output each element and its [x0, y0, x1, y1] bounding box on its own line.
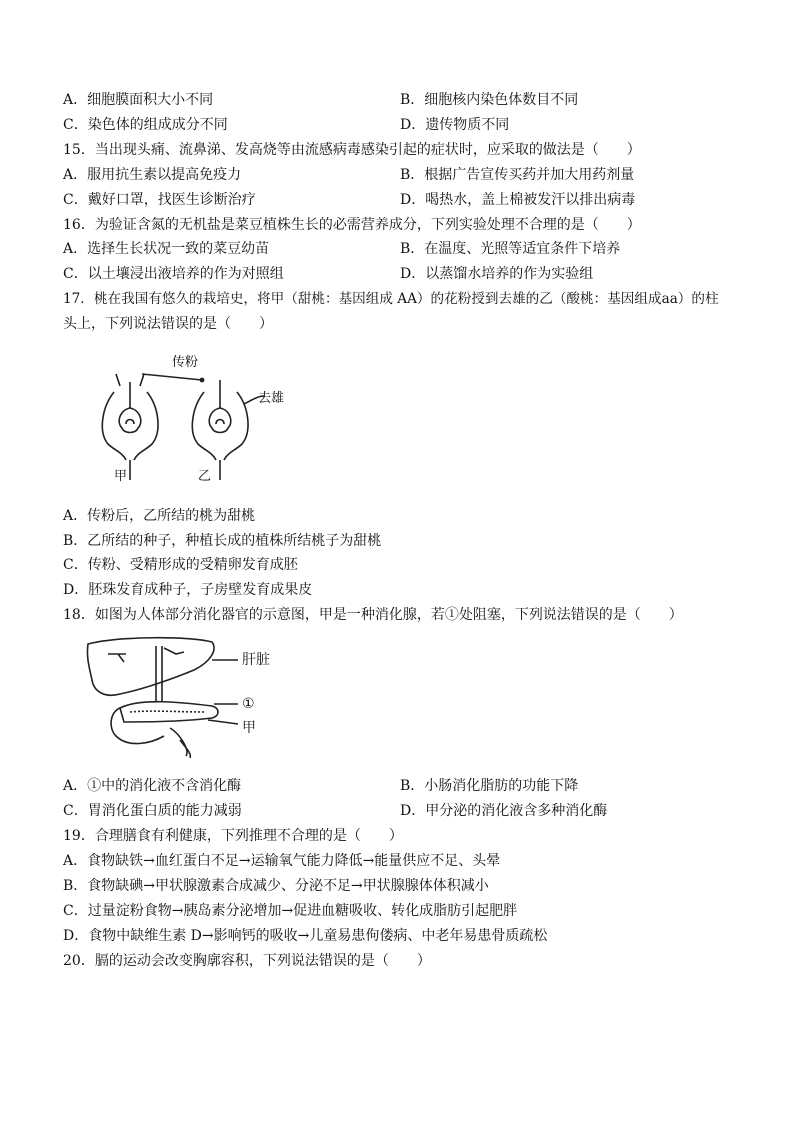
q17-option-d: D．胚珠发育成种子，子房壁发育成果皮 [63, 582, 313, 598]
q18-option-a: A．①中的消化液不含消化酶 [63, 778, 242, 794]
q18-option-row-cd [0, 802, 794, 822]
q15-option-b: B．根据广告宣传买药并加大用药剂量 [400, 167, 635, 183]
q18-stem: 18．如图为人体部分消化器官的示意图，甲是一种消化腺，若①处阻塞，下列说法错误的是（ ） [63, 607, 683, 623]
label-jia: 甲 [242, 720, 256, 736]
pollination-arrow-line [142, 374, 202, 380]
q14-option-row-cd [0, 116, 794, 136]
q19-stem: 19．合理膳食有利健康，下列推理不合理的是（ ） [63, 828, 403, 844]
q16-option-b: B．在温度、光照等适宜条件下培养 [400, 241, 621, 257]
q19-option-d: D．食物中缺维生素 D→影响钙的吸收→儿童易患佝偻病、中老年易患骨质疏松 [63, 928, 548, 944]
q16-stem: 16．为验证含氮的无机盐是菜豆植株生长的必需营养成分，下列实验处理不合理的是（ ） [63, 217, 641, 233]
label-yi: 乙 [198, 469, 212, 484]
q16-option-d: D．以蒸馏水培养的作为实验组 [400, 266, 594, 282]
q16-option-c: C．以土壤浸出液培养的作为对照组 [63, 266, 284, 282]
q16-option-row-ab [0, 240, 794, 260]
yi-petal-left [192, 392, 216, 460]
q17-option-c: C．传粉、受精形成的受精卵发育成胚 [63, 557, 298, 573]
q15-option-c: C．戴好口罩，找医生诊断治疗 [63, 192, 256, 208]
yi-petal-right [224, 392, 248, 460]
q15-option-row-cd [0, 191, 794, 211]
jia-petal-right [134, 392, 158, 460]
yi-ovule [216, 420, 224, 425]
pancreatic-duct [130, 711, 206, 712]
intestine-loop [180, 740, 190, 758]
q14-option-a: A．细胞膜面积大小不同 [63, 92, 214, 108]
q14-option-d: D．遗传物质不同 [400, 117, 510, 133]
label-emasculated: 去雄 [258, 391, 285, 406]
jia-petal-left [102, 392, 126, 460]
q15-option-row-ab [0, 166, 794, 186]
q16-option-row-cd [0, 265, 794, 285]
q20-stem: 20．膈的运动会改变胸廓容积，下列说法错误的是（ ） [63, 953, 431, 969]
q19-option-b: B．食物缺碘→甲状腺激素合成减少、分泌不足→甲状腺腺体体积减小 [63, 878, 489, 894]
q18-option-row-ab [0, 777, 794, 797]
label-jia: 甲 [114, 469, 128, 484]
label-pollination: 传粉 [172, 355, 199, 370]
q18-option-b: B．小肠消化脂肪的功能下降 [400, 778, 579, 794]
q17-option-b: B．乙所结的种子，种植长成的植株所结桃子为甜桃 [63, 533, 382, 549]
q18-option-d: D．甲分泌的消化液含多种消化酶 [400, 803, 608, 819]
q14-option-row-ab [0, 91, 794, 111]
duodenum [111, 708, 164, 744]
digestive-diagram [80, 632, 280, 762]
jia-ovule [126, 420, 134, 425]
q15-option-a: A．服用抗生素以提高免疫力 [63, 167, 242, 183]
q18-option-c: C．胃消化蛋白质的能力减弱 [63, 803, 242, 819]
q17-flower-figure [92, 352, 292, 487]
common-bile-duct [156, 646, 162, 702]
flower-diagram [92, 352, 292, 487]
liver-ducts [108, 648, 184, 662]
pollination-dot [200, 378, 205, 383]
q17-stem-line2: 头上，下列说法错误的是（ ） [63, 316, 273, 332]
q14-option-b: B．细胞核内染色体数目不同 [400, 92, 579, 108]
label-1: ① [242, 696, 255, 712]
q16-option-a: A．选择生长状况一致的菜豆幼苗 [63, 241, 270, 257]
pointer-jia [208, 720, 238, 724]
q19-option-a: A．食物缺铁→血红蛋白不足→运输氧气能力降低→能量供应不足、头晕 [63, 853, 501, 869]
q15-option-d: D．喝热水，盖上棉被发汗以排出病毒 [400, 192, 636, 208]
q19-option-c: C．过量淀粉食物→胰岛素分泌增加→促进血糖吸收、转化成脂肪引起肥胖 [63, 903, 518, 919]
q15-stem: 15．当出现头痛、流鼻涕、发高烧等由流感病毒感染引起的症状时，应采取的做法是（ ） [63, 142, 641, 158]
intestine-tail [170, 728, 187, 756]
q14-option-c: C．染色体的组成成分不同 [63, 117, 228, 133]
q17-stem-line1: 17．桃在我国有悠久的栽培史，将甲（甜桃：基因组成 AA）的花粉授到去雄的乙（酸桃：基因组成aa）的柱 [63, 291, 719, 307]
label-liver: 肝脏 [242, 652, 270, 668]
q17-option-a: A．传粉后，乙所结的桃为甜桃 [63, 508, 256, 524]
liver-outline [87, 638, 214, 696]
q18-digestive-figure [80, 632, 280, 762]
